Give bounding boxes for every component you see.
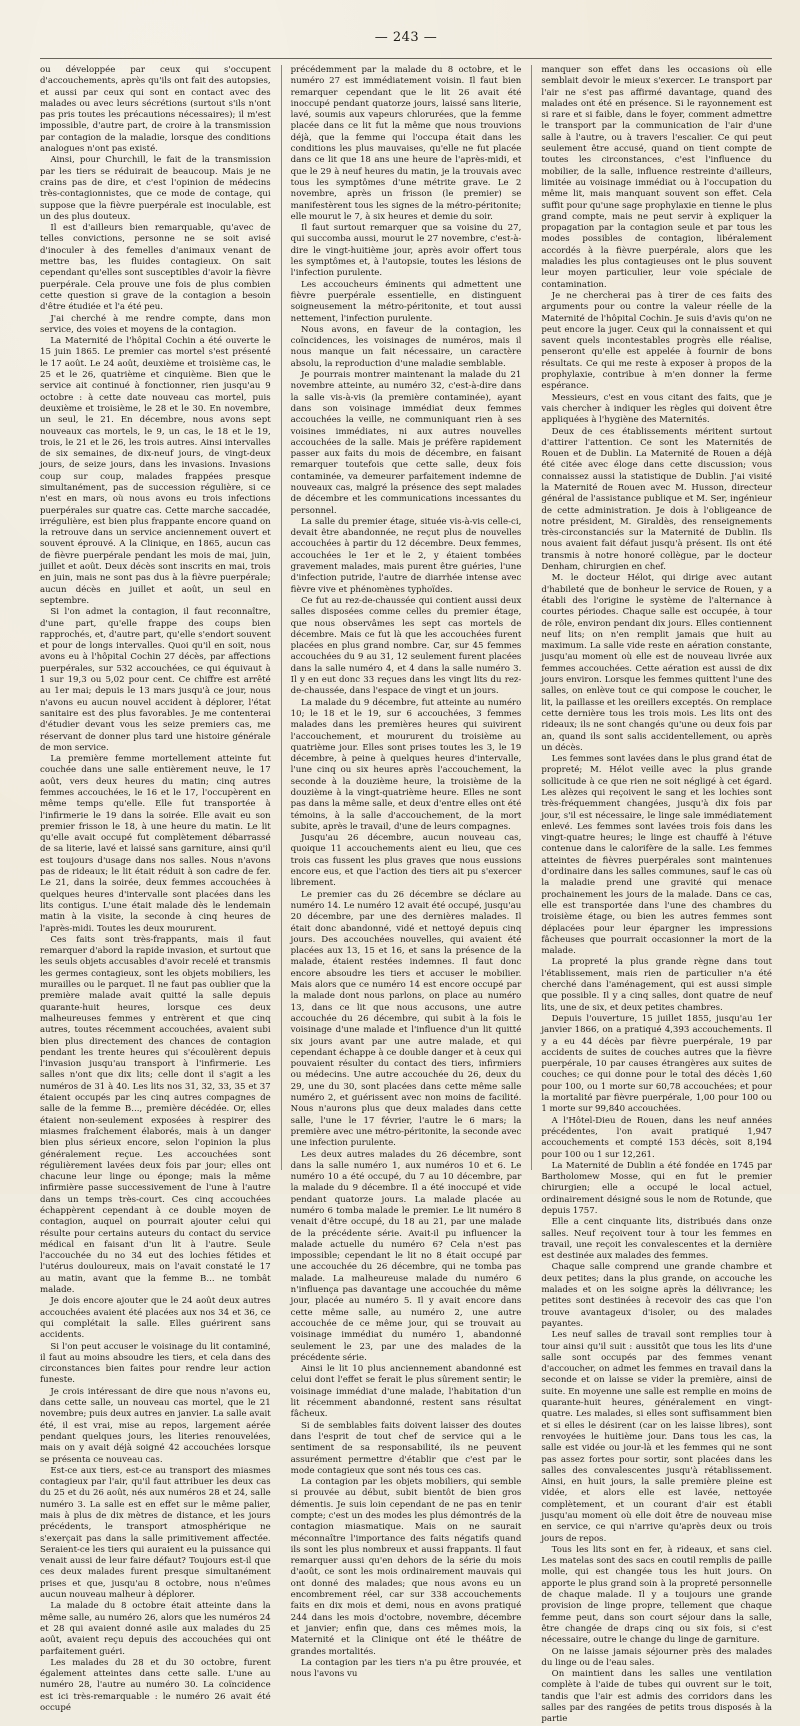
- paragraph: La propreté la plus grande règne dans tout l'établissement, mais rien de particulier n'a été cherché dans l'aménagement, qui est aussi simple que possible. Il y a cinq salles, dont quatre de neuf lits, une de six, et deux petites chambres.: [541, 957, 773, 1013]
- column-middle: [281, 65, 522, 1680]
- paragraph: Est-ce aux tiers, est-ce au transport des miasmes contagieux par l'air, qu'il faut attribuer les deux cas du 25 et du 26 août, nés aux numéros 28 et 24, salle numéro 3. La salle est en effet sur le même palier, mais à plus de dix mètres de distance, et les jours précédents, le transport atmosphérique ne s'exerçait pas dans la salle primitivement affectée. Seraient-ce les tiers qui auraient eu la puissance qui venait aussi de leur faire défaut? Toujours est-il que ces deux malades furent presque simultanément prises et que, jusqu'au 8 octobre, nous n'eûmes aucun nouveau malheur à déplorer.: [40, 1465, 271, 1601]
- paragraph: La malade du 8 octobre était atteinte dans la même salle, au numéro 26, alors que les numéros 24 et 28 qui avaient donné asile aux malades du 25 août, avaient reçu depuis des accouchées qui ont parfaitement guéri.: [40, 1601, 271, 1657]
- paragraph: Les neuf salles de travail sont remplies tour à tour ainsi qu'il suit : aussitôt que tous les lits d'une salle sont occupés par des femmes venant d'accoucher, on admet les femmes en travail dans la seconde et on laisse se vider la première, ainsi de suite. En moyenne une salle est remplie en moins de quarante-huit heures, généralement en vingt-quatre. Les malades, si elles sont suffisamment bien et si elles le désirent (car on les laisse libres), sont renvoyées le huitième jour. Dans tous les cas, la salle est vidée ou jour-là et les femmes qui ne sont pas assez fortes pour sortir, sont placées dans les salles des convalescentes jusqu'à rétablissement. Ainsi, en huit jours, la salle première pleine est vidée, et alors elle est lavée, nettoyée complètement, et un courant d'air est établi jusqu'au moment où elle doit être de nouveau mise en service, ce qui n'arrive qu'après deux ou trois jours de repos.: [541, 1330, 773, 1544]
- paragraph: Les accoucheurs éminents qui admettent une fièvre puerpérale essentielle, en distinguent soigneusement la métro-péritonite, et tout aussi nettement, l'infection purulente.: [290, 279, 522, 324]
- paragraph: Ainsi le lit 10 plus anciennement abandonné est celui dont l'effet se ferait le plus sûrement sentir; le voisinage immédiat d'une malade, l'habitation d'un lit récemment abandonné, restent sans résultat fâcheux.: [290, 1364, 522, 1420]
- paragraph: La contagion par les tiers n'a pu être prouvée, et nous l'avons vu: [290, 1657, 522, 1680]
- paragraph: Messieurs, c'est en vous citant des faits, que je vais chercher à indiquer les règles qui doivent être appliquées à l'hygiène des Maternités.: [541, 392, 773, 426]
- column-right: [531, 65, 773, 1725]
- paragraph: Je ne chercherai pas à tirer de ces faits des arguments pour ou contre la valeur réelle de la Maternité de l'hôpital Cochin. Je suis d'avis qu'on ne peut encore la juger. Ceux qui la connaissent et qui savent quels incontestables progrès elle réalise, penseront qu'elle est appelée à fournir de bons résultats. Ce qui me reste à exposer à propos de la prophylaxie, contribue à m'en donner la ferme espérance.: [541, 290, 773, 392]
- paragraph: Si de semblables faits doivent laisser des doutes dans l'esprit de tout chef de service qui a le sentiment de sa responsabilité, ils ne peuvent assurément permettre d'établir que c'est par le mode contagieux que sont nés tous ces cas.: [290, 1420, 522, 1476]
- paragraph: J'ai cherché à me rendre compte, dans mon service, des voies et moyens de la contagion.: [40, 313, 271, 335]
- column-left: [40, 65, 271, 1714]
- paragraph: Elle a cent cinquante lits, distribués dans onze salles. Neuf reçoivent tour à tour les femmes en travail, une reçoit les convalescentes et la dernière est destinée aux malades des femmes.: [541, 1217, 773, 1262]
- paragraph: Ainsi, pour Churchill, le fait de la transmission par les tiers se réduirait de beaucoup. Mais je ne crains pas de dire, et c'est l'opinion de médecins très-contagionnistes, que ce mode de contage, qui suppose que la fièvre puerpérale est inoculable, est un des plus douteux.: [40, 155, 271, 222]
- paragraph: Je pourrais montrer maintenant la malade du 21 novembre atteinte, au numéro 32, c'est-à-dire dans la salle vis-à-vis (la première contaminée), ayant dans son voisinage immédiat deux femmes accouchées la veille, ne communiquant rien à ses voisines immédiates, ni aux autres nouvelles accouchées de la salle. Mais je préfère rapidement passer aux faits du mois de décembre, en faisant remarquer toutefois que cette salle, deux fois contaminée, va demeurer parfaitement indemne de nouveaux cas, malgré la présence des sept malades de décembre et les communications incessantes du personnel.: [290, 370, 522, 516]
- paragraph: Jusqu'au 26 décembre, aucun nouveau cas, quoique 11 accouchements aient eu lieu, que ces trois cas fussent les plus graves que nous eussions encore eus, et que l'action des tiers ait pu s'exercer librement.: [290, 833, 522, 889]
- paragraph: Si l'on peut accuser le voisinage du lit contaminé, il faut au moins absoudre les tiers, et cela dans des circonstances bien faites pour rendre leur action funeste.: [40, 1341, 271, 1386]
- paragraph: Ce fut au rez-de-chaussée qui contient aussi deux salles disposées comme celles du premier étage, que nous observâmes les sept cas mortels de décembre. Mais ce fut là que les accouchées furent placées en plus grand nombre. Car, sur 45 femmes accouchées du 9 au 31, 12 seulement furent placées dans la salle numéro 4, et 4 dans la salle numéro 3. Il y en eut donc 33 reçues dans les vingt lits du rez-de-chaussée, dans l'espace de vingt et un jours.: [290, 595, 522, 697]
- paragraph: Les deux autres malades du 26 décembre, sont dans la salle numéro 1, aux numéros 10 et 6. Le numéro 10 a été occupé, du 7 au 10 décembre, par la malade du 9 décembre. Il a été inoccupé et vide pendant quatorze jours. La malade placée au numéro 6 tomba malade le premier. Le lit numéro 8 venait d'être occupé, du 18 au 21, par une malade de la précédente série. Avait-il pu influencer la malade actuelle du numéro 6? Cela n'est pas impossible; cependant le lit no 8 était occupé par une accouchée du 26 décembre, qui ne tomba pas malade. La malheureuse malade du numéro 6 n'influença pas davantage une accouchée du même jour, placée au numéro 5. Il y avait encore dans cette même salle, au numéro 2, une autre accouchée de ce même jour, qui se trouvait au voisinage immédiat du numéro 1, abandonné seulement le 23, par une des malades de la précédente série.: [290, 1149, 522, 1363]
- paragraph: La malade du 9 décembre, fut atteinte au numéro 10; le 18 et le 19, sur 6 accouchées, 3 femmes malades dans les premières heures qui suivirent l'accouchement, et moururent du troisième au quatrième jour. Elles sont prises toutes les 3, le 19 décembre, à peine à quelques heures d'intervalle, l'une cinq ou six heures après l'accouchement, la seconde à la douzième heure, la troisième de la douzième à la vingt-quatrième heure. Elles ne sont pas dans la même salle, et deux d'entre elles ont été témoins, à la salle d'accouchement, de la mort subite, après le travail, d'une de leurs compagnes.: [290, 697, 522, 832]
- paragraph: Tous les lits sont en fer, à rideaux, et sans ciel. Les matelas sont des sacs en coutil remplis de paille molle, qui est changée tous les huit jours. On apporte le plus grand soin à la propreté personnelle de chaque malade. Il y a toujours une grande provision de linge propre, tellement que chaque femme peut, dans son court séjour dans la salle, être changée de draps cinq ou six fois, si c'est nécessaire, outre le change du linge de garniture.: [541, 1544, 773, 1646]
- paragraph: Je dois encore ajouter que le 24 août deux autres accouchées avaient été placées aux nos 34 et 36, ce qui complétait la salle. Elles guérirent sans accidents.: [40, 1296, 271, 1341]
- paragraph: La Maternité de Dublin a été fondée en 1745 par Bartholomew Mosse, qui en fut le premier chirurgien; elle a occupé le local actuel, ordinairement désigné sous le nom de Rotunde, que depuis 1757.: [541, 1160, 773, 1216]
- paragraph: On maintient dans les salles une ventilation complète à l'aide de tubes qui ouvrent sur le toit, tandis que l'air est admis des corridors dans les salles par des rangées de petits trous disposés à la partie: [541, 1669, 773, 1725]
- paragraph: Il faut surtout remarquer que sa voisine du 27, qui succomba aussi, mourut le 27 novembre, c'est-à-dire le vingt-huitième jour, après avoir offert tous les symptômes et, à l'autopsie, toutes les lésions de l'infection purulente.: [290, 223, 522, 279]
- paragraph: Je crois intéressant de dire que nous n'avons eu, dans cette salle, un nouveau cas mortel, que le 21 novembre; puis deux autres en janvier. La salle avait été, il est vrai, mise au repos, largement aérée pendant quelques jours, les literies renouvelées, mais on y avait déjà soigné 42 accouchées lorsque se présenta ce nouveau cas.: [40, 1386, 271, 1465]
- paragraph: La première femme mortellement atteinte fut couchée dans une salle entièrement neuve, le 17 août, vers deux heures du matin; cinq autres femmes accouchées, le 16 et le 17, l'occupèrent en même temps qu'elle. Elle fut transportée à l'infirmerie le 19 dans la soirée. Elle avait eu son premier frisson le 18, à une heure du matin. Le lit qu'elle avait occupé fut complètement débarrassé de sa literie, lavé et laissé sans garniture, ainsi qu'il est toujours d'usage dans nos salles. Nous n'avons pas de rideaux; le lit était réduit à son cadre de fer. Le 21, dans la soirée, deux femmes accouchées à quelques heures d'intervalle sont placées dans les lits contigus. L'une était malade dès le lendemain matin à la visite, la seconde à cinq heures de l'après-midi. Toutes les deux moururent.: [40, 754, 271, 934]
- paragraph: Les femmes sont lavées dans le plus grand état de propreté; M. Hélot veille avec la plus grande sollicitude à ce que rien ne soit négligé à cet égard. Les alèzes qui reçoivent le sang et les lochies sont très-fréquemment changées, jusqu'à dix fois par jour, s'il est nécessaire, le linge sale immédiatement enlevé. Les femmes sont lavées trois fois dans les vingt-quatre heures; le linge est chauffé à l'étuve contenue dans le calorifère de la salle. Les femmes atteintes de fièvres puerpérales sont maintenues d'ordinaire dans les salles communes, sauf le cas où la maladie prend une gravité qui menace prochainement les jours de la malade. Dans ce cas, elle est transportée dans l'une des chambres du troisième étage, ou bien les autres femmes sont déplacées pour leur épargner les impressions fâcheuses que pourrait occasionner la mort de la malade.: [541, 754, 773, 957]
- paragraph: La Maternité de l'hôpital Cochin a été ouverte le 15 juin 1865. Le premier cas mortel s'est présenté le 17 août. Le 24 août, deuxième et troisième cas, le 25 et le 26, quatrième et cinquième. Bien que le service ait continué à fonctionner, rien jusqu'au 9 octobre : à cette date nouveau cas mortel, puis deuxième et troisième, le 28 et le 30. En novembre, un seul, le 21. En décembre, nous avons sept nouveaux cas mortels, le 9, un cas, le 18 et le 19, trois, le 21 et le 26, les trois autres. Ainsi intervalles de six semaines, de dix-neuf jours, de vingt-deux jours, de seize jours, dans les invasions. Invasions coup sur coup, malades frappées presque simultanément, pas de succession régulière, si ce n'est en mars, où nous avons eu trois infections puerpérales sur quatre cas. Cette marche saccadée, irrégulière, est bien plus frappante encore quand on la retrouve dans un service anciennement ouvert et souvent éprouvé. A la Clinique, en 1865, aucun cas de fièvre puerpérale pendant les mois de mai, juin, juillet et août. Deux décès sont inscrits en mai, trois en juin, mais ne sont pas dus à la fièvre puerpérale; aucun décès en juillet et août, un seul en septembre.: [40, 336, 271, 606]
- paragraph: ou développée par ceux qui s'occupent d'accouchements, après qu'ils ont fait des autopsies, et aussi par ceux qui sont en contact avec des malades ou avec leurs sécrétions (surtout s'ils n'ont pas pris toutes les précautions nécessaires); il m'est impossible, d'autre part, de croire à la transmission par contagion de la maladie, lorsque des conditions analogues n'ont pas existé.: [40, 65, 271, 155]
- paragraph: A l'Hôtel-Dieu de Rouen, dans les neuf années précédentes, l'on avait pratiqué 1,947 accouchements et compté 153 décès, soit 8,194 pour 100 ou 1 sur 12,261.: [541, 1115, 773, 1160]
- paragraph: Chaque salle comprend une grande chambre et deux petites; dans la plus grande, on accouche les malades et on les soigne après la délivrance; les petites sont destinées à recevoir des cas que l'on trouve avantageux d'isoler, ou des malades payantes.: [541, 1262, 773, 1329]
- paragraph: Nous avons, en faveur de la contagion, les coïncidences, les voisinages de numéros, mais il nous manque un fait nécessaire, un caractère absolu, la reproduction d'une maladie semblable.: [290, 324, 522, 369]
- paragraph: La salle du premier étage, située vis-à-vis celle-ci, devait être abandonnée, ne reçut plus de nouvelles accouchées à partir du 12 décembre. Deux femmes, accouchées le 1er et le 2, y étaient tombées gravement malades, mais purent être guéries, l'une d'infection putride, l'autre de diarrhée intense avec fièvre vive et phénomènes typhoïdes.: [290, 516, 522, 595]
- paragraph: M. le docteur Hélot, qui dirige avec autant d'habileté que de bonheur le service de Rouen, y a établi des l'origine le système de l'alternance à courtes périodes. Chaque salle est occupée, à tour de rôle, environ pendant dix jours. Elles contiennent neuf lits; on n'en remplit jamais que huit au maximum. La salle vide reste en aération constante, jusqu'au moment où elle est de nouveau livrée aux femmes accouchées. Cette aération est aussi de dix jours environ. Lorsque les femmes quittent l'une des salles, on enlève tout ce qui compose le coucher, le lit, la paillasse et les oreillers exceptés. On remplace cette dernière tous les trois mois. Les lits ont des rideaux; ils ne sont changés qu'une ou deux fois par an, quand ils sont salis accidentellement, ou après un décès.: [541, 573, 773, 753]
- paragraph: Le premier cas du 26 décembre se déclare au numéro 14. Le numéro 12 avait été occupé, jusqu'au 20 décembre, par une des dernières malades. Il était donc abandonné, vidé et nettoyé depuis cinq jours. Des accouchées nouvelles, qui avaient été placées aux 13, 15 et 16, et sans la présence de la malade, étaient restées indemnes. Il faut donc encore absoudre les tiers et accuser le mobilier. Mais alors que ce numéro 14 est encore occupé par la malade dont nous parlons, on place au numéro 13, dans ce lit que nous accusons, une autre accouchée du 26 décembre, qui subit à la fois le voisinage d'une malade et l'influence d'un lit quitté six jours avant par une autre malade, et qui cependant échappe à ce double danger et à ceux qui pouvaient résulter du contact des tiers, infirmiers ou médecins. Une autre accouchée du 26, deux du 29, une du 30, sont placées dans cette même salle numéro 2, et guérissent avec non moins de facilité. Nous n'aurons plus que deux malades dans cette salle, l'une le 17 février, l'autre le 6 mars; la première avec une métro-péritonite, la seconde avec une infection purulente.: [290, 889, 522, 1149]
- paragraph: manquer son effet dans les occasions où elle semblait devoir le mieux s'exercer. Le transport par l'air ne s'est pas affirmé davantage, quand des malades ont été en présence. Si le rayonnement est si rare et si faible, dans le foyer, comment admettre le transport par la communication de l'air d'une salle à l'autre, ou à travers l'escalier. Ce qui peut seulement être accusé, quand on tient compte de toutes les circonstances, c'est l'influence du mobilier, de la salle, influence restreinte d'ailleurs, limitée au voisinage immédiat ou à l'occupation du même lit, mais manquant souvent son effet. Cela suffit pour qu'une sage prophylaxie en tienne le plus grand compte, mais ne peut servir à expliquer la propagation par la contagion seule et par tous les modes possibles de contagion, libéralement accordés à la fièvre puerpérale, alors que les maladies les plus contagieuses ont le plus souvent leur moyen particulier, leur voie spéciale de contamination.: [541, 65, 773, 290]
- paragraph: La contagion par les objets mobiliers, qui semble si prouvée au début, subit bientôt de bien gros démentis. Je suis loin cependant de ne pas en tenir compte; c'est un des modes les plus démontrés de la contagion miasmatique. Mais on ne saurait méconnaître l'importance des faits négatifs quand ils sont les plus nombreux et aussi frappants. Il faut remarquer aussi qu'en dehors de la série du mois d'août, ce sont les mois ordinairement mauvais qui ont donné des malades; que nous avons eu un encombrement réel, car sur 338 accouchements faits en dix mois et demi, nous en avons pratiqué 244 dans les mois d'octobre, novembre, décembre et janvier; enfin que, dans ces mêmes mois, la Maternité et la Clinique ont été le théâtre de grandes mortalités.: [290, 1477, 522, 1657]
- paragraph: précédemment par la malade du 8 octobre, et le numéro 27 est immédiatement voisin. Il faut bien remarquer cependant que le lit 26 avait été inoccupé pendant quatorze jours, laissé sans literie, lavé, soumis aux vapeurs chlorurées, que la femme placée dans ce lit fut la même que nous trouvions déjà, que la femme qui l'occupa était dans les conditions les plus mauvaises, qu'elle ne fut placée dans ce lit que 18 ans une heure de l'après-midi, et que le 29 à neuf heures du matin, je la trouvais avec tous les symptômes d'une métrite grave. Le 2 novembre, après un frisson (le premier) se manifestèrent tous les signes de la métro-péritonite; elle mourut le 7, à six heures et demie du soir.: [290, 65, 522, 222]
- paragraph: Il est d'ailleurs bien remarquable, qu'avec de telles convictions, personne ne se soit avisé d'inoculer à des femelles d'animaux venant de mettre bas, les fluides contagieux. On sait cependant qu'elles sont susceptibles d'avoir la fièvre puerpérale. Cela prouve une fois de plus combien cette question si grave de la contagion a besoin d'être étudiée et l'a été peu.: [40, 223, 271, 313]
- paragraph: Deux de ces établissements méritent surtout d'attirer l'attention. Ce sont les Maternités de Rouen et de Dublin. La Maternité de Rouen a déjà été citée avec éloge dans cette discussion; vous connaissez aussi la statistique de Dublin. J'ai visité la Maternité de Rouen avec M. Husson, directeur général de l'assistance publique et M. Ser, ingénieur de cette administration. Je dois à l'obligeance de notre président, M. Giraldès, des renseignements très-circonstanciés sur la Maternité de Dublin. Ils nous avaient fait défaut jusqu'à présent. Ils ont été transmis à notre honoré collègue, par le docteur Denham, chirurgien en chef.: [541, 426, 773, 573]
- page-header: [40, 30, 772, 59]
- text-columns: [40, 65, 773, 1725]
- paragraph: Ces faits sont très-frappants, mais il faut remarquer d'abord la rapide invasion, et surtout que les seuls objets accusables d'avoir recelé et transmis les germes contagieux, sont les objets mobiliers, les murailles ou le parquet. Il ne faut pas oublier que la première malade avait quitté la salle depuis quarante-huit heures, lorsque ces deux malheureuses femmes y entrèrent et que cinq autres, toutes récemment accouchées, avaient subi bien plus directement des chances de contagion pendant les trente heures qui s'écoulèrent depuis l'invasion jusqu'au transport à l'infirmerie. Les salles n'ont que dix lits; celle dont il s'agit a les numéros de 31 à 40. Les lits nos 31, 32, 33, 35 et 37 étaient occupés par les cinq autres compagnes de salle de la femme B..., première décédée. Or, elles étaient non-seulement exposées à respirer des miasmes fraîchement élaborés, mais à un danger bien plus sérieux encore, selon l'opinion la plus généralement reçue. Les accouchées sont régulièrement lavées deux fois par jour; elles ont chacune leur linge ou éponge; mais la même infirmière passe successivement de l'une à l'autre dans un temps très-court. Ces cinq accouchées échappèrent cependant à ce double moyen de contagion, auquel on pourrait ajouter celui qui résulte pour certains auteurs du contact du service médical en faisant d'un lit à l'autre. Seule l'accouchée du no 34 eut des lochies fétides et l'utérus douloureux, mais on l'avait constaté le 17 au matin, avant que la femme B... ne tombât malade.: [40, 934, 271, 1296]
- paragraph: Si l'on admet la contagion, il faut reconnaître, d'une part, qu'elle frappe des coups bien rapprochés, et, d'autre part, qu'elle s'endort souvent et pour de longs intervalles. Quoi qu'il en soit, nous avons eu à l'hôpital Cochin 27 décès, par affections puerpérales, sur 532 accouchées, ce qui équivaut à 1 sur 19,3 ou 5,02 pour cent. Ce chiffre est arrêté au 1er mai; depuis le 13 mars jusqu'à ce jour, nous n'avons eu aucun nouvel accident à déplorer, l'état sanitaire est des plus favorables. Je me contenterai d'étudier devant vous les seize premiers cas, me réservant de donner plus tard une histoire générale de mon service.: [40, 607, 271, 753]
- page-number: — 243 —: [374, 30, 438, 45]
- paragraph: Les malades du 28 et du 30 octobre, furent également atteintes dans cette salle. L'une au numéro 28, l'autre au numéro 30. La coïncidence est ici très-remarquable : le numéro 26 avait été occupé: [40, 1657, 271, 1714]
- paragraph: On ne laisse jamais séjourner près des malades du linge ou de l'eau sales.: [541, 1646, 773, 1668]
- paragraph: Depuis l'ouverture, 15 juillet 1855, jusqu'au 1er janvier 1866, on a pratiqué 4,393 accouchements. Il y a eu 44 décès par fièvre puerpérale, 19 par accidents de suites de couches autres que la fièvre puerpérale, 10 par causes étrangères aux suites de couches; ce qui donne pour le total des décès 1,60 pour 100, ou 1 morte sur 60,78 accouchées; et pour la mortalité par fièvre puerpérale, 1,00 pour 100 ou 1 morte sur 99,840 accouchées.: [541, 1013, 773, 1115]
